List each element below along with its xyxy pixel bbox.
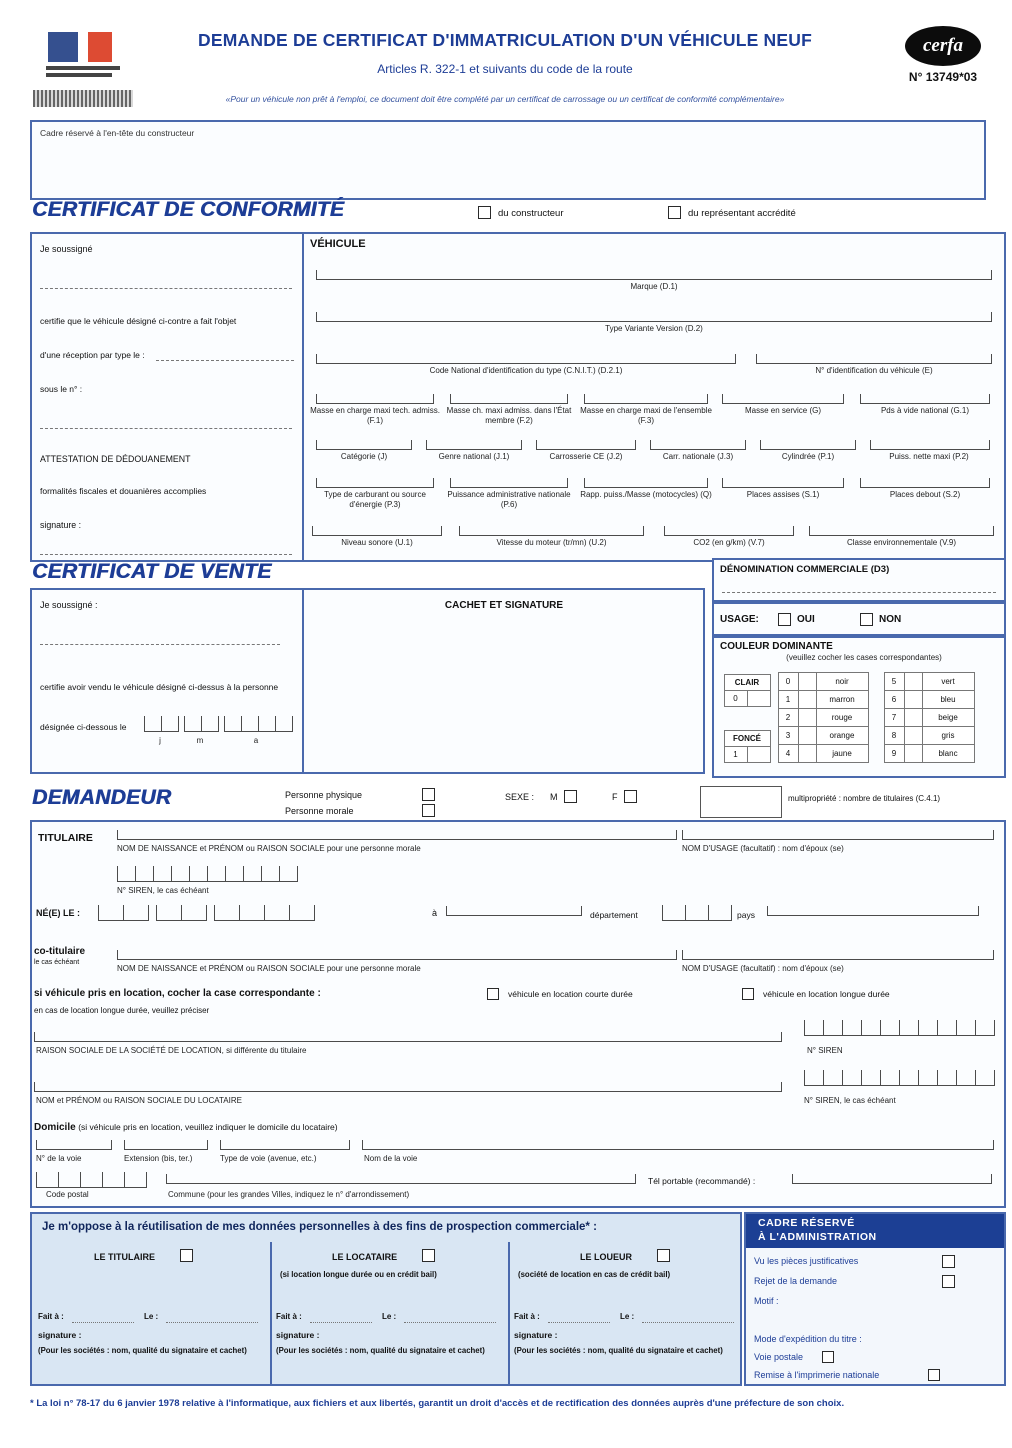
opposition-fait-a-1: Fait à : — [38, 1312, 64, 1321]
label-du-constructeur: du constructeur — [498, 208, 564, 219]
opposition-fait-a-3: Fait à : — [514, 1312, 540, 1321]
color-name: noir — [816, 672, 869, 691]
checkbox-personne-physique[interactable] — [422, 788, 435, 801]
departement-boxes[interactable] — [662, 905, 732, 921]
vehicule-panel — [302, 232, 1006, 562]
opposition-fait-a-2: Fait à : — [276, 1312, 302, 1321]
conformite-l5: ATTESTATION DE DÉDOUANEMENT — [40, 454, 191, 464]
vente-l3: désignée ci-dessous le — [40, 722, 127, 732]
field-f3[interactable] — [584, 394, 708, 404]
personne-morale-label: Personne morale — [285, 806, 354, 816]
page-title: DEMANDE DE CERTIFICAT D'IMMATRICULATION D'UN VÉHICULE NEUF — [198, 30, 812, 50]
checkbox-location-courte[interactable] — [487, 988, 499, 1000]
extension-label: Extension (bis, ter.) — [124, 1154, 193, 1163]
admin-header-line1: CADRE RÉSERVÉ — [758, 1217, 855, 1229]
field-marque-label: Marque (D.1) — [630, 282, 678, 291]
opposition-le-line-2[interactable] — [404, 1312, 496, 1323]
color-name: vert — [922, 672, 975, 691]
fonce-code: 1 — [724, 746, 748, 763]
checkbox-admin-vu[interactable] — [942, 1255, 955, 1268]
conformite-l1: Je soussigné — [40, 244, 93, 254]
field-j-label: Catégorie (J) — [340, 452, 388, 461]
couleur-note: (veuillez cocher les cases correspondantes) — [786, 653, 942, 662]
field-v9[interactable] — [809, 526, 994, 536]
vente-date-label-m: m — [196, 736, 204, 745]
color-checkbox-cell[interactable] — [904, 690, 923, 709]
societe-location-siren-label: N° SIREN — [807, 1046, 843, 1055]
admin-remise-label: Remise à l'imprimerie nationale — [754, 1370, 880, 1380]
admin-motif-label: Motif : — [754, 1296, 779, 1306]
color-code: 1 — [778, 690, 799, 709]
checkbox-opposition-locataire[interactable] — [422, 1249, 435, 1262]
color-code: 9 — [884, 744, 905, 763]
opposition-le-2: Le : — [382, 1312, 397, 1321]
field-v7[interactable] — [664, 526, 794, 536]
clair-code: 0 — [724, 690, 748, 707]
color-name: rouge — [816, 708, 869, 727]
checkbox-opposition-titulaire[interactable] — [180, 1249, 193, 1262]
admin-vu-label: Vu les pièces justificatives — [754, 1256, 859, 1266]
locataire-label: NOM et PRÉNOM ou RAISON SOCIALE DU LOCATAIRE — [36, 1096, 242, 1105]
field-p2[interactable] — [870, 440, 990, 450]
color-code: 0 — [778, 672, 799, 691]
opposition-fait-line-3[interactable] — [548, 1312, 610, 1323]
field-u1-label: Niveau sonore (U.1) — [341, 538, 413, 547]
ministry-logo-blue-square — [48, 32, 78, 62]
color-checkbox-cell[interactable] — [798, 726, 817, 745]
domicile-label: Domicile — [34, 1122, 76, 1133]
ministry-logo — [48, 32, 118, 64]
couleur-table-b — [884, 672, 974, 762]
cotitulaire-label: co-titulaire — [34, 946, 86, 957]
admin-header — [746, 1214, 1004, 1248]
checkbox-usage-non[interactable] — [860, 613, 873, 626]
demandeur-box — [30, 820, 1006, 1208]
domicile-line — [34, 1122, 338, 1135]
location-longue-label: véhicule en location longue durée — [763, 989, 890, 999]
header-note: «Pour un véhicule non prêt à l'emploi, ce document doit être complété par un certificat de carrossage ou un certificat de conformité complémentaire» — [225, 94, 785, 104]
vente-l1: Je soussigné : — [40, 600, 98, 610]
vente-date-day[interactable] — [144, 716, 179, 732]
conformite-write-line-1[interactable] — [40, 278, 292, 289]
field-q[interactable] — [584, 478, 708, 488]
ne-le-label: NÉ(E) LE : — [36, 908, 80, 918]
checkbox-admin-rejet[interactable] — [942, 1275, 955, 1288]
vente-write-line[interactable] — [40, 634, 280, 645]
tel-field[interactable] — [792, 1174, 992, 1184]
tel-label: Tél portable (recommandé) : — [648, 1176, 756, 1186]
opposition-divider-2 — [508, 1242, 510, 1384]
opposition-signature-3: signature : — [514, 1330, 558, 1340]
titulaire-nom-label: NOM DE NAISSANCE et PRÉNOM ou RAISON SOCIALE pour une personne morale — [117, 844, 421, 853]
page-subtitle: Articles R. 322-1 et suivants du code de la route — [377, 62, 633, 76]
code-postal-boxes[interactable] — [36, 1172, 147, 1188]
opposition-societe-note-1: (Pour les sociétés : nom, qualité du signataire et cachet) — [38, 1346, 247, 1355]
couleur-table-a — [778, 672, 868, 762]
admin-voie-postale-label: Voie postale — [754, 1352, 804, 1362]
conformite-l4: sous le n° : — [40, 384, 83, 394]
field-f2-label: Masse ch. maxi admiss. dans l'État membre (F.2) — [446, 406, 572, 425]
opposition-locataire-label: LE LOCATAIRE — [332, 1252, 398, 1262]
section-heading-demandeur: DEMANDEUR — [32, 786, 172, 809]
color-checkbox-cell[interactable] — [904, 744, 923, 763]
opposition-divider-1 — [270, 1242, 272, 1384]
location-courte-label: véhicule en location courte durée — [508, 989, 633, 999]
vente-date-label-j: j — [159, 736, 161, 745]
opposition-loueur-label: LE LOUEUR — [580, 1252, 633, 1262]
opposition-title: Je m'oppose à la réutilisation de mes données personnelles à des fins de prospection commerciale* : — [42, 1221, 597, 1233]
color-name: jaune — [816, 744, 869, 763]
color-checkbox-cell[interactable] — [798, 744, 817, 763]
cotitulaire-nom-field[interactable] — [117, 950, 677, 960]
type-voie-field[interactable] — [220, 1140, 350, 1150]
sexe-f-label: F — [612, 792, 618, 802]
color-code: 2 — [778, 708, 799, 727]
fonce-table — [724, 730, 770, 762]
vente-date-label-a: a — [253, 736, 259, 745]
field-p3[interactable] — [316, 478, 434, 488]
cerfa-logo — [905, 26, 981, 66]
societe-location-siren-boxes[interactable] — [804, 1020, 995, 1036]
checkbox-usage-oui[interactable] — [778, 613, 791, 626]
color-checkbox-cell[interactable] — [798, 690, 817, 709]
clair-checkbox-cell[interactable] — [747, 690, 771, 707]
location-longue-note: en cas de location longue durée, veuillez préciser — [34, 1006, 210, 1015]
checkbox-opposition-loueur[interactable] — [657, 1249, 670, 1262]
voie-num-label: N° de la voie — [36, 1154, 82, 1163]
domicile-note: (si véhicule pris en location, veuillez indiquer le domicile du locataire) — [78, 1122, 338, 1132]
field-p1[interactable] — [760, 440, 856, 450]
ne-a-label: à — [432, 908, 438, 918]
footnote: * La loi n° 78-17 du 6 janvier 1978 relative à l'informatique, aux fichiers et aux libertés, garantit un droit d'accès et de rectification des données auprès d'une préfecture de son choix. — [30, 1398, 845, 1409]
opposition-signature-1: signature : — [38, 1330, 82, 1340]
checkbox-sexe-m[interactable] — [564, 790, 577, 803]
commune-field[interactable] — [166, 1174, 636, 1184]
field-p3-label: Type de carburant ou source d'énergie (P.3) — [324, 490, 426, 509]
color-code: 3 — [778, 726, 799, 745]
vente-date-year[interactable] — [224, 716, 293, 732]
cerfa-number: N° 13749*03 — [908, 70, 978, 84]
conformite-write-line-3[interactable] — [40, 418, 292, 429]
field-j[interactable] — [316, 440, 412, 450]
locataire-siren-boxes[interactable] — [804, 1070, 995, 1086]
conformite-l3: d'une réception par type le : — [40, 350, 145, 360]
denomination-label: DÉNOMINATION COMMERCIALE (D3) — [720, 564, 890, 575]
opposition-fait-line-1[interactable] — [72, 1312, 134, 1323]
clair-table — [724, 674, 770, 706]
color-code: 4 — [778, 744, 799, 763]
field-q-label: Rapp. puiss./Masse (motocycles) (Q) — [580, 490, 712, 499]
color-name: orange — [816, 726, 869, 745]
field-u2[interactable] — [459, 526, 644, 536]
field-type-variante-label: Type Variante Version (D.2) — [605, 324, 703, 333]
opposition-societe-note-2: (Pour les sociétés : nom, qualité du signataire et cachet) — [276, 1346, 485, 1355]
opposition-le-line-3[interactable] — [642, 1312, 734, 1323]
field-p6[interactable] — [450, 478, 568, 488]
usage-box — [712, 602, 1006, 636]
field-f1-label: Masse en charge maxi tech. admiss. (F.1) — [310, 406, 440, 425]
color-name: marron — [816, 690, 869, 709]
opposition-panel — [30, 1212, 742, 1386]
checkbox-admin-remise[interactable] — [928, 1369, 940, 1381]
pays-field[interactable] — [767, 906, 979, 916]
ne-a-field[interactable] — [446, 906, 582, 916]
couleur-heading: COULEUR DOMINANTE — [720, 641, 833, 652]
field-j3[interactable] — [650, 440, 746, 450]
titulaire-label: TITULAIRE — [38, 832, 93, 844]
field-cnit[interactable] — [316, 354, 736, 364]
sexe-label: SEXE : — [505, 792, 535, 802]
denomination-write-line[interactable] — [722, 582, 996, 593]
extension-field[interactable] — [124, 1140, 208, 1150]
titulaire-siren-label: N° SIREN, le cas échéant — [117, 886, 209, 895]
field-s1-label: Places assises (S.1) — [746, 490, 820, 499]
field-p6-label: Puissance administrative nationale (P.6) — [447, 490, 571, 509]
field-s1[interactable] — [722, 478, 844, 488]
color-checkbox-cell[interactable] — [798, 708, 817, 727]
conformite-write-line-2[interactable] — [156, 350, 294, 361]
location-line-label: si véhicule pris en location, cocher la case correspondante : — [34, 988, 321, 999]
color-code: 5 — [884, 672, 905, 691]
personne-physique-label: Personne physique — [285, 790, 363, 800]
color-checkbox-cell[interactable] — [904, 726, 923, 745]
ne-le-year-boxes[interactable] — [214, 905, 315, 921]
vente-divider — [302, 590, 304, 772]
type-voie-label: Type de voie (avenue, etc.) — [220, 1154, 317, 1163]
usage-oui-label: OUI — [797, 614, 815, 625]
titulaire-nom-usage-field[interactable] — [682, 830, 994, 840]
denomination-box — [712, 558, 1006, 602]
ministry-logo-red-square — [88, 32, 112, 62]
field-p2-label: Puiss. nette maxi (P.2) — [889, 452, 969, 461]
sexe-m-label: M — [550, 792, 558, 802]
field-s2[interactable] — [860, 478, 990, 488]
checkbox-personne-morale[interactable] — [422, 804, 435, 817]
voie-num-field[interactable] — [36, 1140, 112, 1150]
ne-le-month-boxes[interactable] — [156, 905, 207, 921]
pays-label: pays — [737, 910, 755, 920]
opposition-titulaire-label: LE TITULAIRE — [94, 1252, 155, 1262]
field-v7-label: CO2 (en g/km) (V.7) — [693, 538, 765, 547]
field-j1[interactable] — [426, 440, 522, 450]
constructor-box-label: Cadre réservé à l'en-tête du constructeur — [40, 128, 195, 138]
ministry-text-lines — [46, 66, 120, 77]
field-cnit-label: Code National d'identification du type (C.N.I.T.) (D.2.1) — [429, 366, 623, 375]
field-g1[interactable] — [860, 394, 990, 404]
color-code: 6 — [884, 690, 905, 709]
checkbox-location-longue[interactable] — [742, 988, 754, 1000]
societe-location-field[interactable] — [34, 1032, 782, 1042]
field-j1-label: Genre national (J.1) — [438, 452, 510, 461]
color-checkbox-cell[interactable] — [904, 672, 923, 691]
opposition-societe-note-3: (Pour les sociétés : nom, qualité du signataire et cachet) — [514, 1346, 723, 1355]
color-code: 8 — [884, 726, 905, 745]
color-code: 7 — [884, 708, 905, 727]
conformite-left-panel — [30, 232, 304, 562]
color-name: bleu — [922, 690, 975, 709]
vehicule-heading: VÉHICULE — [310, 238, 366, 250]
vente-cachet-label: CACHET ET SIGNATURE — [444, 600, 564, 611]
admin-mode-label: Mode d'expédition du titre : — [754, 1334, 862, 1344]
conformite-l2: certifie que le véhicule désigné ci-contre a fait l'objet — [40, 316, 237, 326]
opposition-signature-2: signature : — [276, 1330, 320, 1340]
field-g-label: Masse en service (G) — [744, 406, 822, 415]
checkbox-du-representant[interactable] — [668, 206, 681, 219]
section-heading-conformite: CERTIFICAT DE CONFORMITÉ — [32, 198, 345, 221]
vente-date-month[interactable] — [184, 716, 219, 732]
opposition-loueur-note: (société de location en cas de crédit bail) — [518, 1270, 671, 1279]
nom-voie-label: Nom de la voie — [364, 1154, 418, 1163]
constructor-header-box[interactable] — [30, 120, 986, 200]
clair-label: CLAIR — [724, 674, 771, 691]
cerfa-logo-text: cerfa — [922, 35, 964, 56]
field-u2-label: Vitesse du moteur (tr/mn) (U.2) — [496, 538, 607, 547]
checkbox-sexe-f[interactable] — [624, 790, 637, 803]
field-p1-label: Cylindrée (P.1) — [781, 452, 835, 461]
field-g1-label: Pds à vide national (G.1) — [880, 406, 970, 415]
field-f1[interactable] — [316, 394, 434, 404]
color-checkbox-cell[interactable] — [798, 672, 817, 691]
admin-header-line2: À L'ADMINISTRATION — [758, 1231, 877, 1243]
checkbox-admin-voie-postale[interactable] — [822, 1351, 834, 1363]
field-num-identification[interactable] — [756, 354, 992, 364]
fonce-checkbox-cell[interactable] — [747, 746, 771, 763]
vente-l2: certifie avoir vendu le véhicule désigné ci-dessus à la personne — [40, 682, 279, 692]
section-heading-vente: CERTIFICAT DE VENTE — [32, 560, 272, 583]
ne-le-day-boxes[interactable] — [98, 905, 149, 921]
couleur-box — [712, 636, 1006, 778]
admin-panel — [744, 1212, 1006, 1386]
ministry-barcode-block — [33, 90, 133, 107]
field-f3-label: Masse en charge maxi de l'ensemble (F.3) — [580, 406, 712, 425]
opposition-le-line-1[interactable] — [166, 1312, 258, 1323]
color-name: beige — [922, 708, 975, 727]
titulaire-nom-field[interactable] — [117, 830, 677, 840]
color-name: gris — [922, 726, 975, 745]
field-j3-label: Carr. nationale (J.3) — [662, 452, 734, 461]
color-checkbox-cell[interactable] — [904, 708, 923, 727]
nom-voie-field[interactable] — [362, 1140, 994, 1150]
multipropriete-label: multipropriété : nombre de titulaires (C.4.1) — [788, 794, 941, 803]
usage-label: USAGE: — [720, 614, 759, 625]
conformite-write-line-4[interactable] — [40, 544, 292, 555]
conformite-l7: signature : — [40, 520, 82, 530]
field-num-identification-label: N° d'identification du véhicule (E) — [815, 366, 933, 375]
code-postal-label: Code postal — [46, 1190, 89, 1199]
cotitulaire-nom-usage-field[interactable] — [682, 950, 994, 960]
color-name: blanc — [922, 744, 975, 763]
field-j2-label: Carrosserie CE (J.2) — [549, 452, 623, 461]
cotitulaire-note: le cas échéant — [34, 959, 80, 966]
field-marque[interactable] — [316, 270, 992, 280]
field-s2-label: Places debout (S.2) — [889, 490, 961, 499]
commune-label: Commune (pour les grandes Villes, indiquez le n° d'arrondissement) — [168, 1190, 410, 1199]
locataire-field[interactable] — [34, 1082, 782, 1092]
field-type-variante[interactable] — [316, 312, 992, 322]
field-g[interactable] — [722, 394, 844, 404]
cotitulaire-nom-label: NOM DE NAISSANCE et PRÉNOM ou RAISON SOCIALE pour une personne morale — [117, 964, 421, 973]
field-f2[interactable] — [450, 394, 568, 404]
conformite-l6: formalités fiscales et douanières accomplies — [40, 486, 207, 496]
fonce-label: FONCÉ — [724, 730, 771, 747]
titulaire-siren-boxes[interactable] — [117, 866, 298, 882]
usage-non-label: NON — [879, 614, 902, 625]
opposition-le-1: Le : — [144, 1312, 159, 1321]
societe-location-label: RAISON SOCIALE DE LA SOCIÉTÉ DE LOCATION, si différente du titulaire — [36, 1046, 307, 1055]
opposition-locataire-note: (si location longue durée ou en crédit bail) — [280, 1270, 437, 1279]
multipropriete-input-box[interactable] — [700, 786, 782, 818]
field-u1[interactable] — [312, 526, 442, 536]
opposition-fait-line-2[interactable] — [310, 1312, 372, 1323]
checkbox-du-constructeur[interactable] — [478, 206, 491, 219]
label-du-representant: du représentant accrédité — [688, 208, 796, 219]
cotitulaire-nom-usage-label: NOM D'USAGE (facultatif) : nom d'époux (se) — [682, 964, 844, 973]
titulaire-nom-usage-label: NOM D'USAGE (facultatif) : nom d'époux (se) — [682, 844, 844, 853]
opposition-le-3: Le : — [620, 1312, 635, 1321]
field-j2[interactable] — [536, 440, 636, 450]
admin-rejet-label: Rejet de la demande — [754, 1276, 838, 1286]
departement-label: département — [590, 910, 638, 920]
field-v9-label: Classe environnementale (V.9) — [846, 538, 957, 547]
vente-box — [30, 588, 705, 774]
locataire-siren-label: N° SIREN, le cas échéant — [804, 1096, 896, 1105]
